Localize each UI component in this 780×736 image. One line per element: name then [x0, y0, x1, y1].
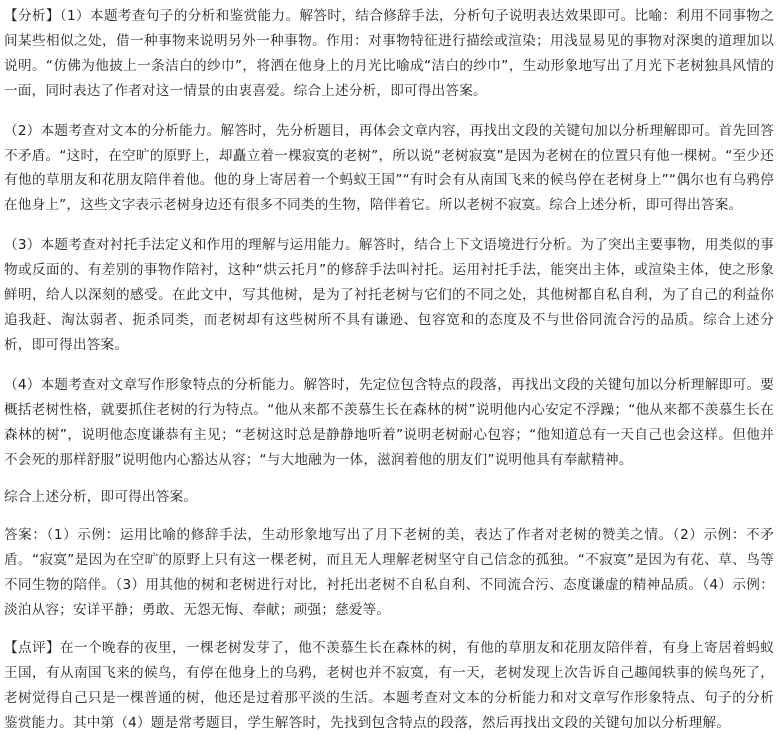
analysis-paragraph-2: （2）本题考查对文本的分析能力。解答时，先分析题目，再体会文章内容，再找出文段的关键句加以分析理解即可。首先回答不矛盾。“这时，在空旷的原野上，却矗立着一棵寂寞的老树”，所以说“老树寂寞”是因为老树在的位置只有他一棵树。“至少还有他的草朋友和花朋友陪伴着他。他的身上寄居着一个蚂蚁王国”“有时会有从南国飞来的候鸟停在老树身上”“偶尔也有乌鸦停在他身上”，这些文字表示老树身边还有很多不同类的生物，陪伴着它。所以老树不寂寞。综合上述分析，即可得出答案。: [4, 122, 774, 214]
answer-paragraph: 答案：（1）示例：运用比喻的修辞手法，生动形象地写出了月下老树的美，表达了作者对老树的赞美之情。（2）示例：不矛盾。“寂寞”是因为在空旷的原野上只有这一棵老树，而且无人理解老树坚守自己信念的孤独。“不寂寞”是因为有花、草、鸟等不同生物的陪伴。（3）用其他的树和老树进行对比，衬托出老树不自私自利、不同流合污、态度谦虚的精神品质。（4）示例：淡泊从容；安详平静；勇敢、无怨无悔、奉献；顽强；慈爱等。: [4, 527, 774, 619]
spacer: [4, 472, 774, 485]
spacer: [4, 510, 774, 523]
analysis-summary: 综合上述分析，即可得出答案。: [4, 489, 198, 506]
spacer: [4, 218, 774, 233]
analysis-paragraph-1: 【分析】（1）本题考查句子的分析和鉴赏能力。解答时，结合修辞手法，分析句子说明表达效果即可。比喻：利用不同事物之间某些相似之处，借一种事物来说明另外一种事物。作用：对事物特征进行描绘或渲染；用浅显易见的事物对深奥的道理加以说明。“仿佛为他披上一条洁白的纱巾”，将洒在他身上的月光比喻成“洁白的纱巾”，生动形象地写出了月光下老树独具风情的一面，同时表达了作者对这一情景的由衷喜爱。综合上述分析，即可得出答案。: [4, 8, 774, 99]
comment-paragraph: 【点评】在一个晚春的夜里，一棵老树发芽了，他不羡慕生长在森林的树，有他的草朋友和花朋友陪伴着，有身上寄居着蚂蚁王国，有从南国飞来的候鸟，有停在他身上的乌鸦，老树也并不寂寞，有一天，老树发现上次告诉自己趣闻轶事的候鸟死了，老树觉得自己只是一棵普通的树，他还是过着那平淡的生活。本题考查对文本的分析能力和对文章写作形象特点、句子的分析鉴赏能力。其中第（4）题是常考题目，学生解答时，先找到包含特点的段落，然后再找出文段的关键句加以分析理解。: [4, 639, 774, 731]
spacer: [4, 358, 774, 373]
spacer: [4, 104, 774, 119]
spacer: [4, 623, 774, 636]
analysis-paragraph-4: （4）本题考查对文章写作形象特点的分析能力。解答时，先定位包含特点的段落，再找出文段的关键句加以分析理解即可。要概括老树性格，就要抓住老树的行为特点。“他从来都不羡慕生长在森林的树”说明他内心安定不浮躁；“他从来都不羡慕生长在森林的树”，说明他态度谦恭有主见；“老树这时总是静静地听着”说明老树耐心包容；“他知道总有一天自己也会这样。但他并不会死的那样舒服”说明他内心豁达从容；“与大地融为一体，滋润着他的朋友们”说明他具有奉献精神。: [4, 376, 774, 468]
analysis-paragraph-3: （3）本题考查对衬托手法定义和作用的理解与运用能力。解答时，结合上下文语境进行分析。为了突出主要事物，用类似的事物或反面的、有差别的事物作陪衬，这种“烘云托月”的修辞手法叫衬托。运用衬托手法，能突出主体，或渲染主体，使之形象鲜明，给人以深刻的感受。在此文中，写其他树，是为了衬托老树与它们的不同之处，其他树都自私自利，为了自己的利益你追我赶、淘汰弱者、扼杀同类，而老树却有这些树所不具有谦逊、包容宽和的态度及不与世俗同流合污的品质。综合上述分析，即可得出答案。: [4, 237, 774, 353]
